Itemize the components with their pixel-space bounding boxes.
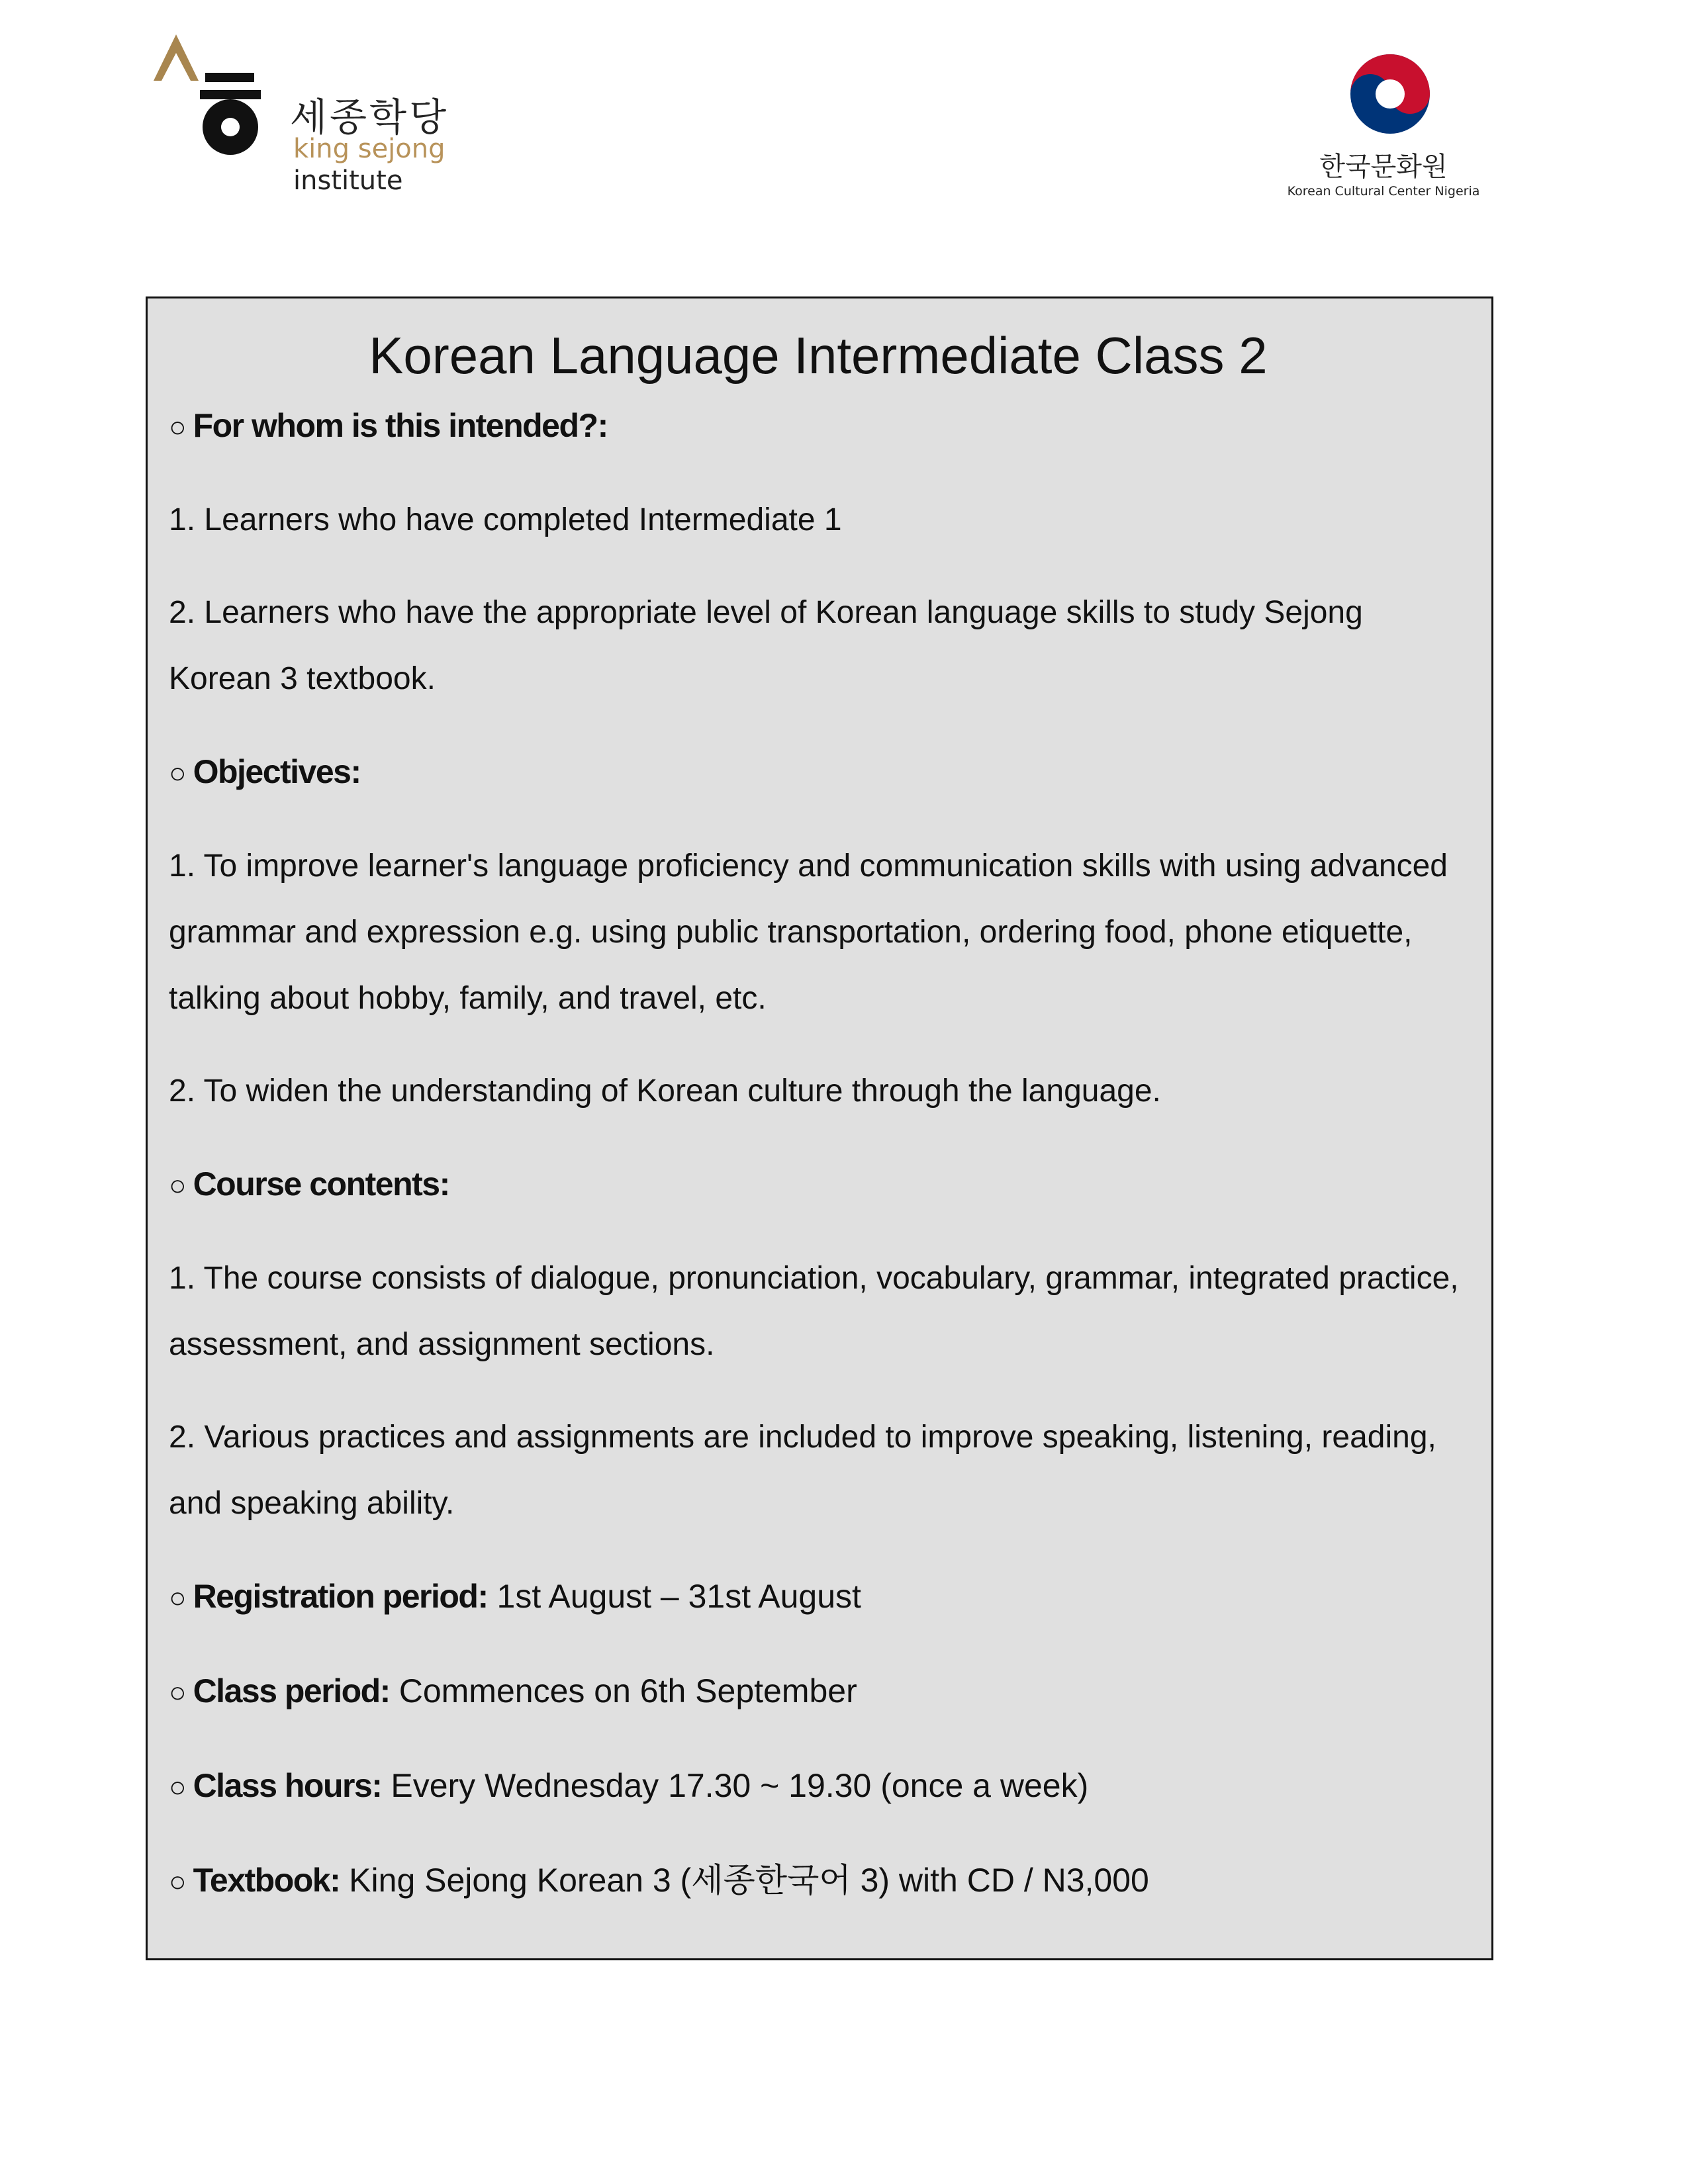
detail-value: King Sejong Korean 3 (세종한국어 3) with CD / N3,000 <box>349 1861 1149 1899</box>
detail-label: Registration period: <box>193 1577 488 1615</box>
bullet-glyph: ○ <box>169 1169 187 1202</box>
detail-label: Class hours: <box>193 1766 382 1804</box>
section-heading-objectives <box>169 739 1468 807</box>
bullet-glyph: ○ <box>169 1581 187 1614</box>
king-sejong-emblem-icon <box>151 34 283 167</box>
detail-label: Textbook: <box>193 1861 340 1899</box>
bullet-glyph: ○ <box>169 1865 187 1898</box>
logo-hangul-text: 세종학당 <box>290 95 449 140</box>
logo-name-line2: institute <box>293 165 403 196</box>
section-label: Course contents: <box>193 1165 449 1203</box>
bullet-glyph: ○ <box>169 756 187 790</box>
logo-korean-text: 한국문화원 <box>1319 152 1448 182</box>
section-label: Objectives: <box>193 752 361 790</box>
logo-name-line1: king sejong <box>293 134 445 164</box>
bullet-glyph: ○ <box>169 1770 187 1803</box>
list-item: 1. To improve learner's language proficiency and communication skills with using advanced grammar and expression e.g. using public transportation, ordering food, phone etiquette, talking about hobby, family, and travel, etc. <box>169 848 1448 1016</box>
detail-label: Class period: <box>193 1672 390 1709</box>
detail-value: 1st August – 31st August <box>496 1577 861 1615</box>
detail-class-hours <box>169 1752 1468 1821</box>
document-title: Korean Language Intermediate Class 2 <box>369 326 1268 385</box>
korean-cultural-center-logo <box>1271 46 1496 218</box>
bullet-glyph: ○ <box>169 1676 187 1709</box>
king-sejong-institute-logo <box>151 34 495 206</box>
detail-registration-period <box>169 1563 1468 1631</box>
list-item: 2. Various practices and assignments are included to improve speaking, listening, reading, and speaking ability. <box>169 1419 1436 1521</box>
list-item: 1. Learners who have completed Intermediate 1 <box>169 502 842 537</box>
section-label: For whom is this intended?: <box>193 406 608 444</box>
section-heading-course-contents <box>169 1151 1468 1219</box>
detail-class-period <box>169 1658 1468 1726</box>
detail-value: Commences on 6th September <box>399 1672 857 1709</box>
list-item: 2. To widen the understanding of Korean culture through the language. <box>169 1073 1161 1109</box>
logo-english-text: Korean Cultural Center Nigeria <box>1287 184 1480 199</box>
course-info-box <box>146 296 1493 1960</box>
taegeuk-icon <box>1348 52 1432 136</box>
section-heading-audience <box>169 392 1468 461</box>
bullet-glyph: ○ <box>169 410 187 443</box>
list-item: 1. The course consists of dialogue, pronunciation, vocabulary, grammar, integrated practice, assessment, and assignment sections. <box>169 1260 1459 1362</box>
detail-textbook <box>169 1847 1468 1915</box>
list-item: 2. Learners who have the appropriate level of Korean language skills to study Sejong Korean 3 textbook. <box>169 594 1363 696</box>
detail-value: Every Wednesday 17.30 ~ 19.30 (once a week) <box>391 1766 1089 1804</box>
